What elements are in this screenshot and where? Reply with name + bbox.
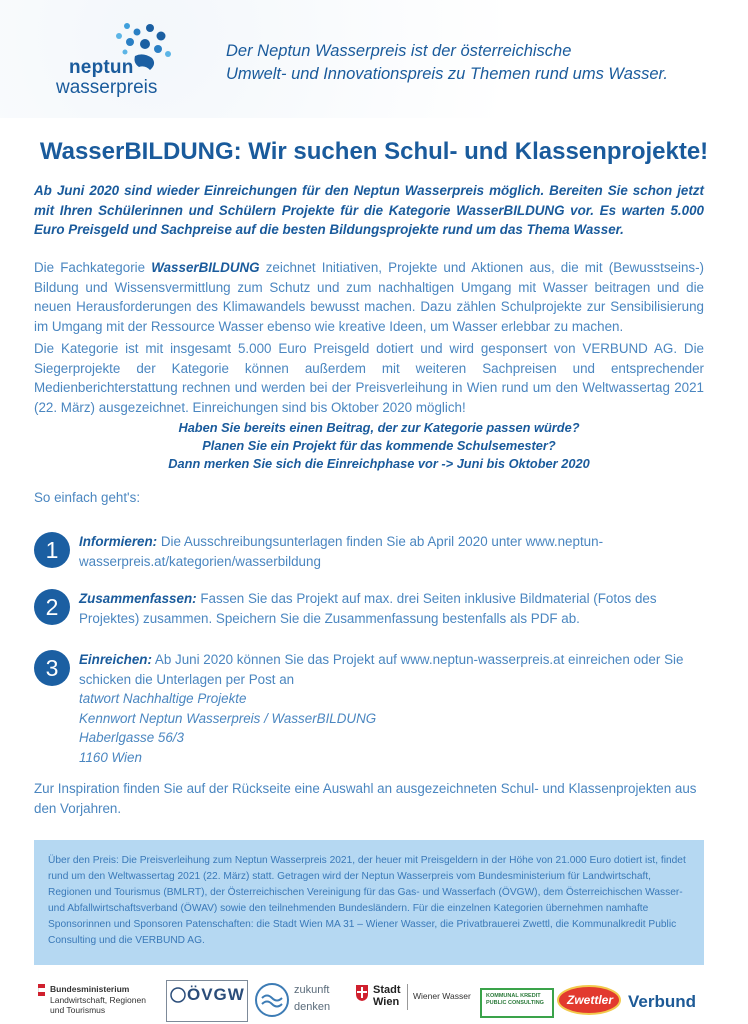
tagline-line2: Umwelt- und Innovationspreis zu Themen rund ums Wasser. — [226, 65, 669, 83]
address-line: Haberlgasse 56/3 — [79, 730, 184, 745]
austria-flag-icon — [38, 984, 45, 998]
step-text: Fassen Sie das Projekt auf max. drei Seiten inklusive Bildmaterial (Fotos des Projektes) zusammen. Speichern Sie die Zusammenfassung bestenfalls als PDF ab. — [79, 591, 657, 626]
step-keyword: Zusammenfassen: — [79, 591, 197, 606]
lead-paragraph: Ab Juni 2020 sind wieder Einreichungen für den Neptun Wasserpreis möglich. Bereiten Sie schon jetzt mit Ihren Schülerinnen und Schülern Projekte für die Kategorie WasserBILDUNG vor. Es warten 5.000 Euro Preisgeld und Sachpreise auf die besten Bildungsprojekte rund um das Thema Wasser. — [34, 183, 704, 237]
question-line: Dann merken Sie sich die Einreichphase vor -> Juni bis Oktober 2020 — [168, 456, 590, 471]
ovgw-text: ÖVGW — [187, 985, 245, 1004]
wien-text: Wien — [373, 996, 400, 1008]
step-keyword: Informieren: — [79, 534, 158, 549]
step-body — [79, 589, 709, 628]
verbund-logo: Verbund — [628, 992, 697, 1011]
stadt-text: Stadt — [373, 984, 401, 996]
question-line: Haben Sie bereits einen Beitrag, der zur Kategorie passen würde? — [178, 420, 580, 435]
logo-text-neptun: neptun — [69, 57, 134, 78]
category-description — [34, 258, 704, 336]
zwettler-logo — [556, 980, 622, 1020]
question-line: Planen Sie ein Projekt für das kommende Schulsemester? — [202, 438, 556, 453]
kommunalkredit-text: KOMMUNAL KREDIT PUBLIC CONSULTING — [486, 993, 544, 1006]
step-text: Ab Juni 2020 können Sie das Projekt auf www.neptun-wasserpreis.at einreichen oder Sie schicken die Unterlagen per Post an — [79, 652, 684, 687]
steps-heading: So einfach geht's: — [34, 490, 141, 505]
step-text: Die Ausschreibungsunterlagen finden Sie ab April 2020 unter www.neptun-wasserpreis.at/kategorien/wasserbildung — [79, 534, 604, 569]
page-title: WasserBILDUNG: Wir suchen Schul- und Klassenprojekte! — [39, 138, 709, 165]
zwettler-text: Zwettler — [566, 993, 613, 1007]
category-text-after: zeichnet Initiativen, Projekte und Aktionen aus, die mit (Bewusstseins-) Bildung und Wissensvermittlung zum Schutz und zum nachhaltigen Umgang mit Wasser beitragen und die neuen Herausforderungen des Klimawandels bewusst machen. Dazu zählen Schulprojekte zur Sensibilisierung im Umgang mit der Ressource Wasser ebenso wie kreative Ideen, um Wasser erlebbar zu machen. — [34, 260, 704, 334]
kommunalkredit-logo — [480, 988, 554, 1018]
tagline — [226, 40, 726, 86]
info-box-text: Über den Preis: Die Preisverleihung zum Neptun Wasserpreis 2021, der heuer mit Preisgeldern in der Höhe von 21.000 Euro dotiert ist, findet rund um den Weltwassertag 2021 (22. März) statt. Getragen wird der Neptun Wasserpreis vom Bundesministerium für Landwirtschaft, Regionen und Tourismus (BMLRT), der Österreichischen Vereinigung für das Gas- und Wasserfach (ÖVGW), dem Österreichischen Wasser- und Abfallwirtschaftsverband (ÖWAV) sowie den teilnehmenden Bundesländern. Für die einzelnen Kategorien übernehmen namhafte Sponsorinnen und Sponsoren Patenschaften: die Stadt Wien MA 31 – Wiener Wasser, die Privatbrauerei Zwettl, die Kommunalkredit Public Consulting und die VERBUND AG. — [48, 855, 686, 946]
bmlrt-line1: Bundesministerium — [50, 984, 130, 994]
ovgw-logo — [166, 980, 248, 1022]
owav-circle-icon — [254, 982, 290, 1018]
bmlrt-line3: und Tourismus — [50, 1005, 106, 1015]
wiener-wasser-text: Wiener Wasser — [413, 991, 471, 1001]
step-number-badge: 1 — [34, 532, 70, 568]
category-text-before: Die Fachkategorie — [34, 260, 152, 275]
step-keyword: Einreichen: — [79, 652, 152, 667]
step-number-badge: 2 — [34, 589, 70, 625]
owav-logo — [254, 980, 334, 1020]
header — [0, 0, 748, 118]
questions-block — [34, 419, 724, 473]
step-body — [79, 532, 709, 571]
inspiration-paragraph: Zur Inspiration finden Sie auf der Rückseite eine Auswahl an ausgezeichneten Schul- und Klassenprojekten aus den Vorjahren. — [34, 781, 697, 816]
ovgw-drop-icon — [170, 987, 186, 1003]
step-number-badge: 3 — [34, 650, 70, 686]
sponsor-logos — [0, 980, 748, 1024]
step-body — [79, 650, 709, 767]
address-line: Kennwort Neptun Wasserpreis / WasserBILDUNG — [79, 710, 377, 726]
wien-shield-icon — [355, 984, 369, 1002]
address-line: tatwort Nachhaltige Projekte — [79, 691, 247, 706]
tagline-line1: Der Neptun Wasserpreis ist der österreichische — [226, 42, 572, 60]
bmlrt-line2: Landwirtschaft, Regionen — [50, 994, 146, 1005]
zukunft-text: zukunft — [294, 984, 330, 996]
logo-text-wasserpreis: wasserpreis — [56, 77, 158, 98]
info-box — [34, 840, 704, 965]
prize-paragraph: Die Kategorie ist mit insgesamt 5.000 Euro Preisgeld dotiert und wird gesponsert von VERBUND AG. Die Siegerprojekte der Kategorie können außerdem mit weiteren Sachpreisen und entsprechender Medienberichterstattung rechnen und werden bei der Preisverleihung in Wien rund um den Weltwassertag 2021 (22. März) ausgezeichnet. Einreichungen sind bis Oktober 2020 möglich! — [34, 341, 704, 415]
denken-text: denken — [294, 1001, 331, 1013]
postal-address — [79, 689, 709, 767]
address-line: 1160 Wien — [79, 749, 142, 765]
category-name: WasserBILDUNG — [151, 260, 260, 275]
